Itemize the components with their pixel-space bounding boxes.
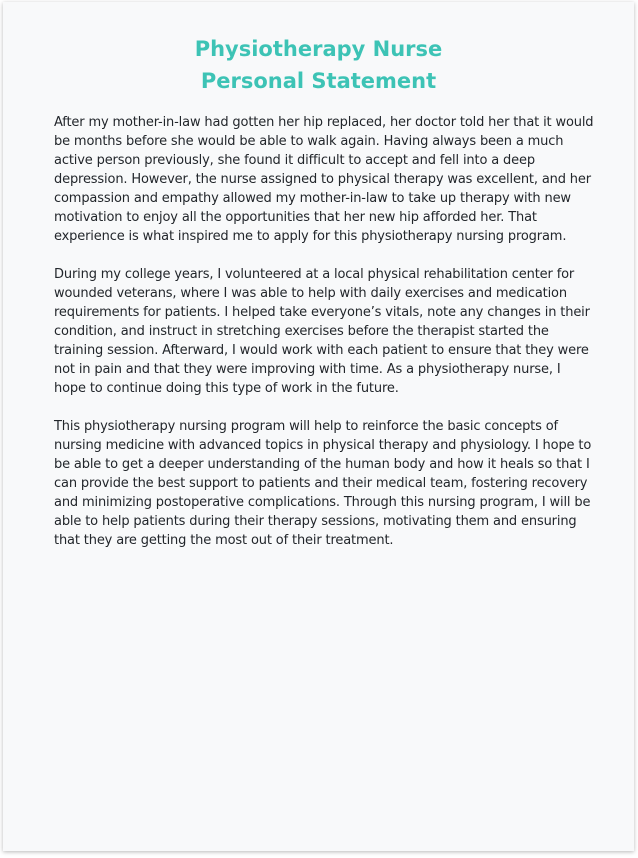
page-title [3, 33, 634, 97]
paragraph-3: This physiotherapy nursing program will help to reinforce the basic concepts of nursing medicine with advanced topics in physical therapy and physiology. I hope to be able to get a deeper understanding of the human body and how it heals so that I can provide the best support to patients and their medical team, fostering recovery and minimizing postoperative complications. Through this nursing program, I will be able to help patients during their therapy sessions, motivating them and ensuring that they are getting the most out of their treatment. [54, 419, 592, 548]
document-page [3, 2, 634, 851]
title-line-2: Personal Statement [200, 69, 437, 93]
statement-body [54, 113, 594, 569]
title-line-1: Physiotherapy Nurse [194, 37, 443, 61]
paragraph-2: During my college years, I volunteered at a local physical rehabilitation center for wounded veterans, where I was able to help with daily exercises and medication requirements for patients. I helped take everyone’s vitals, note any changes in their condition, and instruct in stretching exercises before the therapist started the training session. Afterward, I would work with each patient to ensure that they were not in pain and that they were improving with time. As a physiotherapy nurse, I hope to continue doing this type of work in the future. [54, 267, 590, 396]
paragraph-1: After my mother-in-law had gotten her hip replaced, her doctor told her that it would be months before she would be able to walk again. Having always been a much active person previously, she found it difficult to accept and fell into a deep depression. However, the nurse assigned to physical therapy was excellent, and her compassion and empathy allowed my mother-in-law to take up therapy with new motivation to enjoy all the opportunities that her new hip afforded her. That experience is what inspired me to apply for this physiotherapy nursing program. [54, 115, 594, 244]
